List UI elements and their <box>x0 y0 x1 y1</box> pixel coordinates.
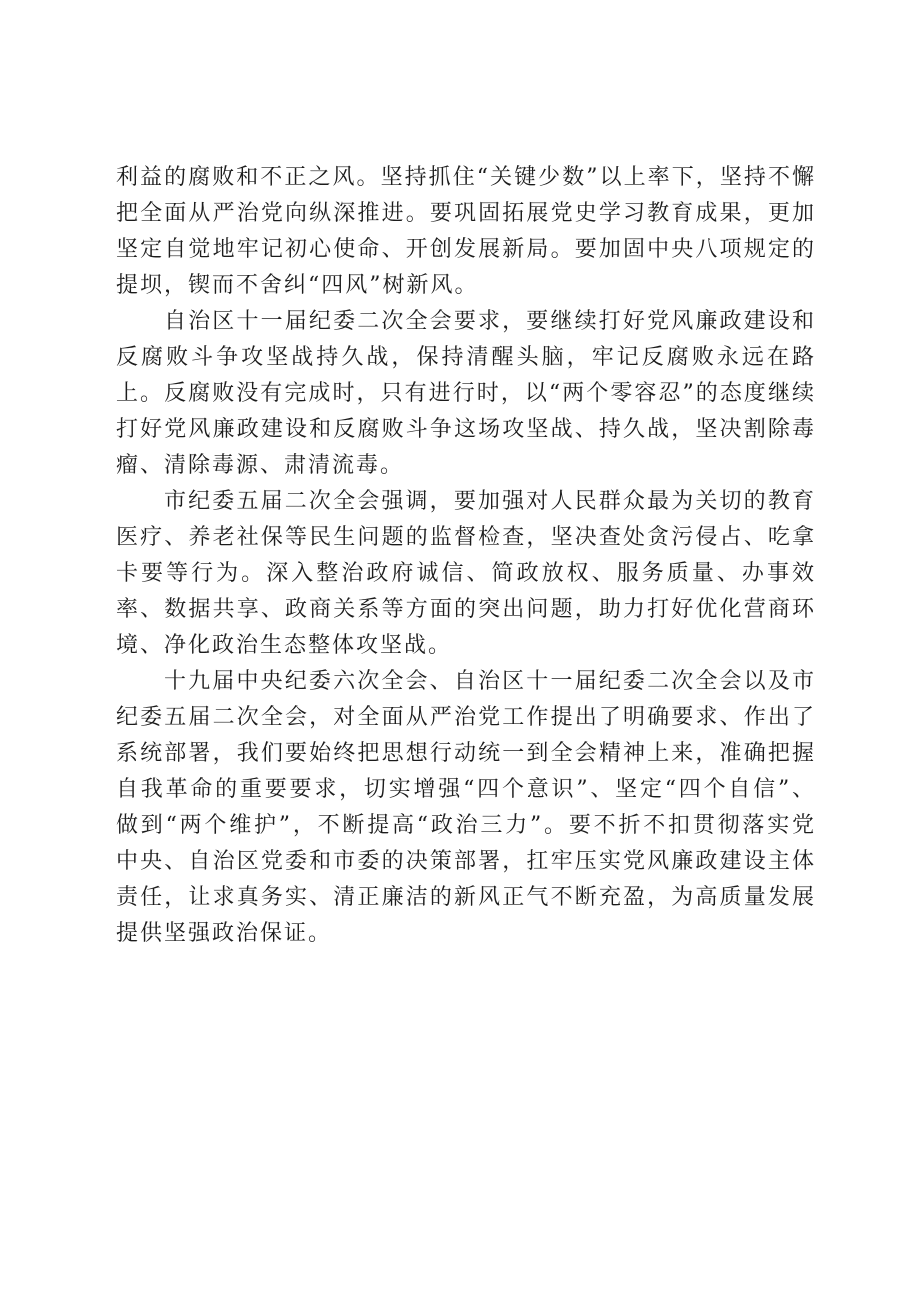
paragraph-4: 十九届中央纪委六次全会、自治区十一届纪委二次全会以及市纪委五届二次全会，对全面从严治党工作提出了明确要求、作出了系统部署，我们要始终把思想行动统一到全会精神上来，准确把握自我革命的重要要求，切实增强“四个意识”、坚定“四个自信”、做到“两个维护”，不断提高“政治三力”。要不折不扣贯彻落实党中央、自治区党委和市委的决策部署，扛牢压实党风廉政建设主体责任，让求真务实、清正廉洁的新风正气不断充盈，为高质量发展提供坚强政治保证。 <box>116 669 816 946</box>
document-body <box>116 160 816 952</box>
paragraph-2: 自治区十一届纪委二次全会要求，要继续打好党风廉政建设和反腐败斗争攻坚战持久战，保持清醒头脑，牢记反腐败永远在路上。反腐败没有完成时，只有进行时，以“两个零容忍”的态度继续打好党风廉政建设和反腐败斗争这场攻坚战、持久战，坚决割除毒瘤、清除毒源、肃清流毒。 <box>116 309 816 478</box>
paragraph-1: 利益的腐败和不正之风。坚持抓住“关键少数”以上率下，坚持不懈把全面从严治党向纵深推进。要巩固拓展党史学习教育成果，更加坚定自觉地牢记初心使命、开创发展新局。要加固中央八项规定的提坝，锲而不舍纠“四风”树新风。 <box>116 165 816 298</box>
paragraph-3: 市纪委五届二次全会强调，要加强对人民群众最为关切的教育医疗、养老社保等民生问题的监督检查，坚决查处贪污侵占、吃拿卡要等行为。深入整治政府诚信、简政放权、服务质量、办事效率、数据共享、政商关系等方面的突出问题，助力打好优化营商环境、净化政治生态整体攻坚战。 <box>116 489 816 658</box>
